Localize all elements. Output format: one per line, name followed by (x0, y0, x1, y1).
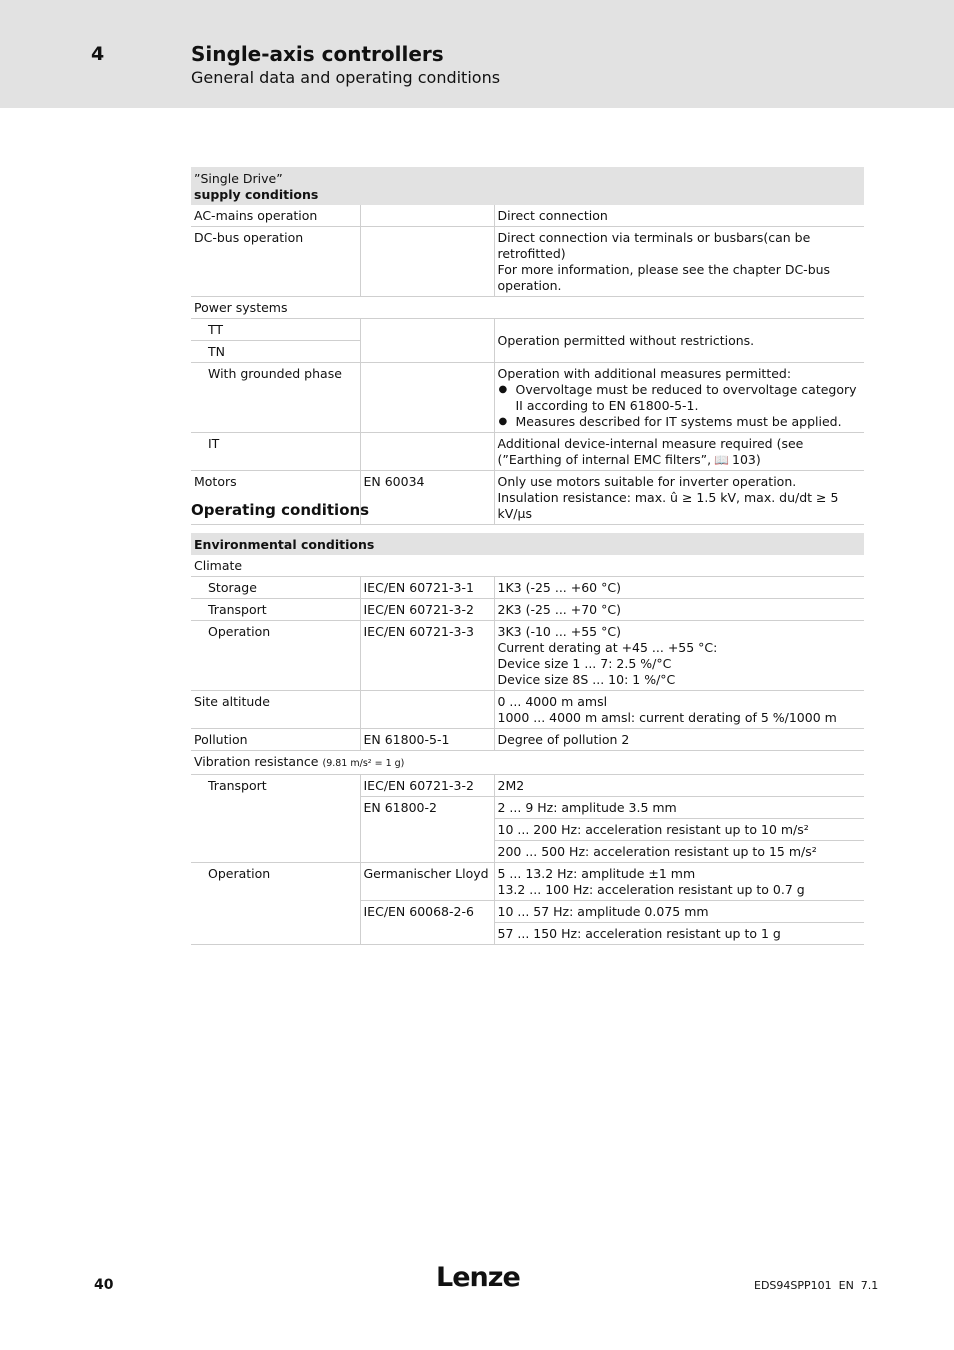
row-standard (360, 841, 494, 863)
row-label: Pollution (191, 729, 360, 751)
table-row (191, 923, 864, 945)
row-standard: IEC/EN 60068-2-6 (360, 901, 494, 923)
row-label: Operation (191, 621, 360, 691)
row-value: 2 ... 9 Hz: amplitude 3.5 mm (494, 797, 864, 819)
document-id: EDS94SPP101 EN 7.1 (754, 1279, 879, 1292)
row-standard (360, 819, 494, 841)
row-standard (360, 227, 494, 297)
table-row (191, 863, 864, 901)
row-standard (360, 319, 494, 363)
row-value: 10 ... 200 Hz: acceleration resistant up to 10 m/s² (494, 819, 864, 841)
row-value (494, 691, 864, 729)
row-standard: EN 61800-2 (360, 797, 494, 819)
row-label: Storage (191, 577, 360, 599)
row-standard: EN 61800-5-1 (360, 729, 494, 751)
supply-conditions-table (191, 167, 864, 525)
value-intro: Operation with additional measures permitted: (497, 366, 792, 381)
row-value: 200 ... 500 Hz: acceleration resistant up to 15 m/s² (494, 841, 864, 863)
environmental-conditions-table (191, 533, 864, 945)
row-label (191, 923, 360, 945)
section-heading: Operating conditions (191, 501, 370, 519)
bullet-item: ● Overvoltage must be reduced to overvoltage category II according to EN 61800-5-1. (498, 382, 862, 414)
value-line: 3K3 (-10 ... +55 °C) (497, 624, 621, 639)
table-row (191, 599, 864, 621)
row-label: AC-mains operation (191, 205, 360, 227)
table-row (191, 205, 864, 227)
header-line-2: supply conditions (194, 187, 319, 202)
lenze-logo: Lenze (436, 1262, 520, 1293)
row-label (191, 901, 360, 923)
row-standard (360, 433, 494, 471)
row-value: Direct connection (494, 205, 864, 227)
row-standard: Germanischer Lloyd (360, 863, 494, 901)
book-icon: 📖 (714, 453, 730, 467)
row-standard: IEC/EN 60721-3-1 (360, 577, 494, 599)
bullet-item: ● Measures described for IT systems must be applied. (498, 414, 862, 430)
value-line: Current derating at +45 ... +55 °C: (497, 640, 718, 655)
row-label: Power systems (191, 297, 864, 319)
row-value: 1K3 (-25 ... +60 °C) (494, 577, 864, 599)
table-row (191, 297, 864, 319)
row-label: TT (191, 319, 360, 341)
vibration-note: (9.81 m/s² = 1 g) (322, 758, 405, 769)
table-header-cell (191, 167, 864, 205)
row-label: Transport (191, 599, 360, 621)
row-value: Operation permitted without restrictions. (494, 319, 864, 363)
page-number: 40 (94, 1277, 114, 1293)
table-header-row (191, 167, 864, 205)
table-row (191, 363, 864, 433)
value-text: Additional device-internal measure required (see (”Earthing of internal EMC filters”, (497, 436, 804, 467)
table-row (191, 819, 864, 841)
row-label: Motors (191, 471, 360, 525)
row-label (191, 797, 360, 819)
table-row (191, 797, 864, 819)
value-line: For more information, please see the chapter DC-bus operation. (497, 262, 831, 293)
value-line: 1000 ... 4000 m amsl: current derating of 5 %/1000 m (497, 710, 837, 725)
value-line: Device size 1 ... 7: 2.5 %/°C (497, 656, 672, 671)
table-header-cell (191, 533, 864, 555)
table-header-row (191, 533, 864, 555)
table-row (191, 555, 864, 577)
table-row (191, 319, 864, 341)
value-line: 0 ... 4000 m amsl (497, 694, 608, 709)
row-label: Site altitude (191, 691, 360, 729)
row-label: TN (191, 341, 360, 363)
header-text: Environmental conditions (194, 537, 375, 552)
table-row (191, 433, 864, 471)
chapter-number: 4 (91, 43, 105, 65)
row-label (191, 819, 360, 841)
row-standard: IEC/EN 60721-3-2 (360, 775, 494, 797)
chapter-subtitle: General data and operating conditions (191, 68, 501, 87)
table-row (191, 227, 864, 297)
row-value (494, 363, 864, 433)
row-value: Degree of pollution 2 (494, 729, 864, 751)
row-standard: IEC/EN 60721-3-3 (360, 621, 494, 691)
row-value: 10 ... 57 Hz: amplitude 0.075 mm (494, 901, 864, 923)
row-value (494, 621, 864, 691)
row-value (494, 863, 864, 901)
row-label: Operation (208, 866, 271, 881)
row-value: 2K3 (-25 ... +70 °C) (494, 599, 864, 621)
row-label: IT (191, 433, 360, 471)
row-label: Climate (191, 555, 864, 577)
value-line: 5 ... 13.2 Hz: amplitude ±1 mm (497, 866, 696, 881)
value-line: 13.2 ... 100 Hz: acceleration resistant up to 0.7 g (497, 882, 805, 897)
row-value: 57 ... 150 Hz: acceleration resistant up to 1 g (494, 923, 864, 945)
row-value (494, 433, 864, 471)
row-standard (360, 205, 494, 227)
row-standard: IEC/EN 60721-3-2 (360, 599, 494, 621)
table-row (191, 729, 864, 751)
row-label (191, 751, 864, 775)
row-standard (360, 691, 494, 729)
bullet-list (498, 382, 862, 430)
row-standard: EN 60034 (360, 471, 494, 525)
table-row (191, 775, 864, 797)
page-reference-link[interactable]: 103) (732, 452, 761, 467)
vibration-label: Vibration resistance (194, 754, 319, 769)
row-value: 2M2 (494, 775, 864, 797)
table-row (191, 751, 864, 775)
table-row (191, 901, 864, 923)
row-value (494, 227, 864, 297)
row-label: DC-bus operation (191, 227, 360, 297)
chapter-header-band (0, 0, 954, 108)
row-standard (360, 923, 494, 945)
row-value: Only use motors suitable for inverter operation. Insulation resistance: max. û ≥ 1.5 kV, max. du/dt ≥ 5 kV/μs (494, 471, 864, 525)
table-row (191, 621, 864, 691)
table-row (191, 691, 864, 729)
chapter-title: Single-axis controllers (191, 42, 444, 66)
value-line: Device size 8S ... 10: 1 %/°C (497, 672, 676, 687)
value-line: Direct connection via terminals or busbars(can be retrofitted) (497, 230, 811, 261)
row-label: Transport (208, 778, 267, 793)
header-line-1: ”Single Drive” (194, 171, 283, 186)
table-row (191, 577, 864, 599)
row-label (191, 841, 360, 863)
row-label: With grounded phase (191, 363, 360, 433)
row-standard (360, 363, 494, 433)
table-row (191, 841, 864, 863)
